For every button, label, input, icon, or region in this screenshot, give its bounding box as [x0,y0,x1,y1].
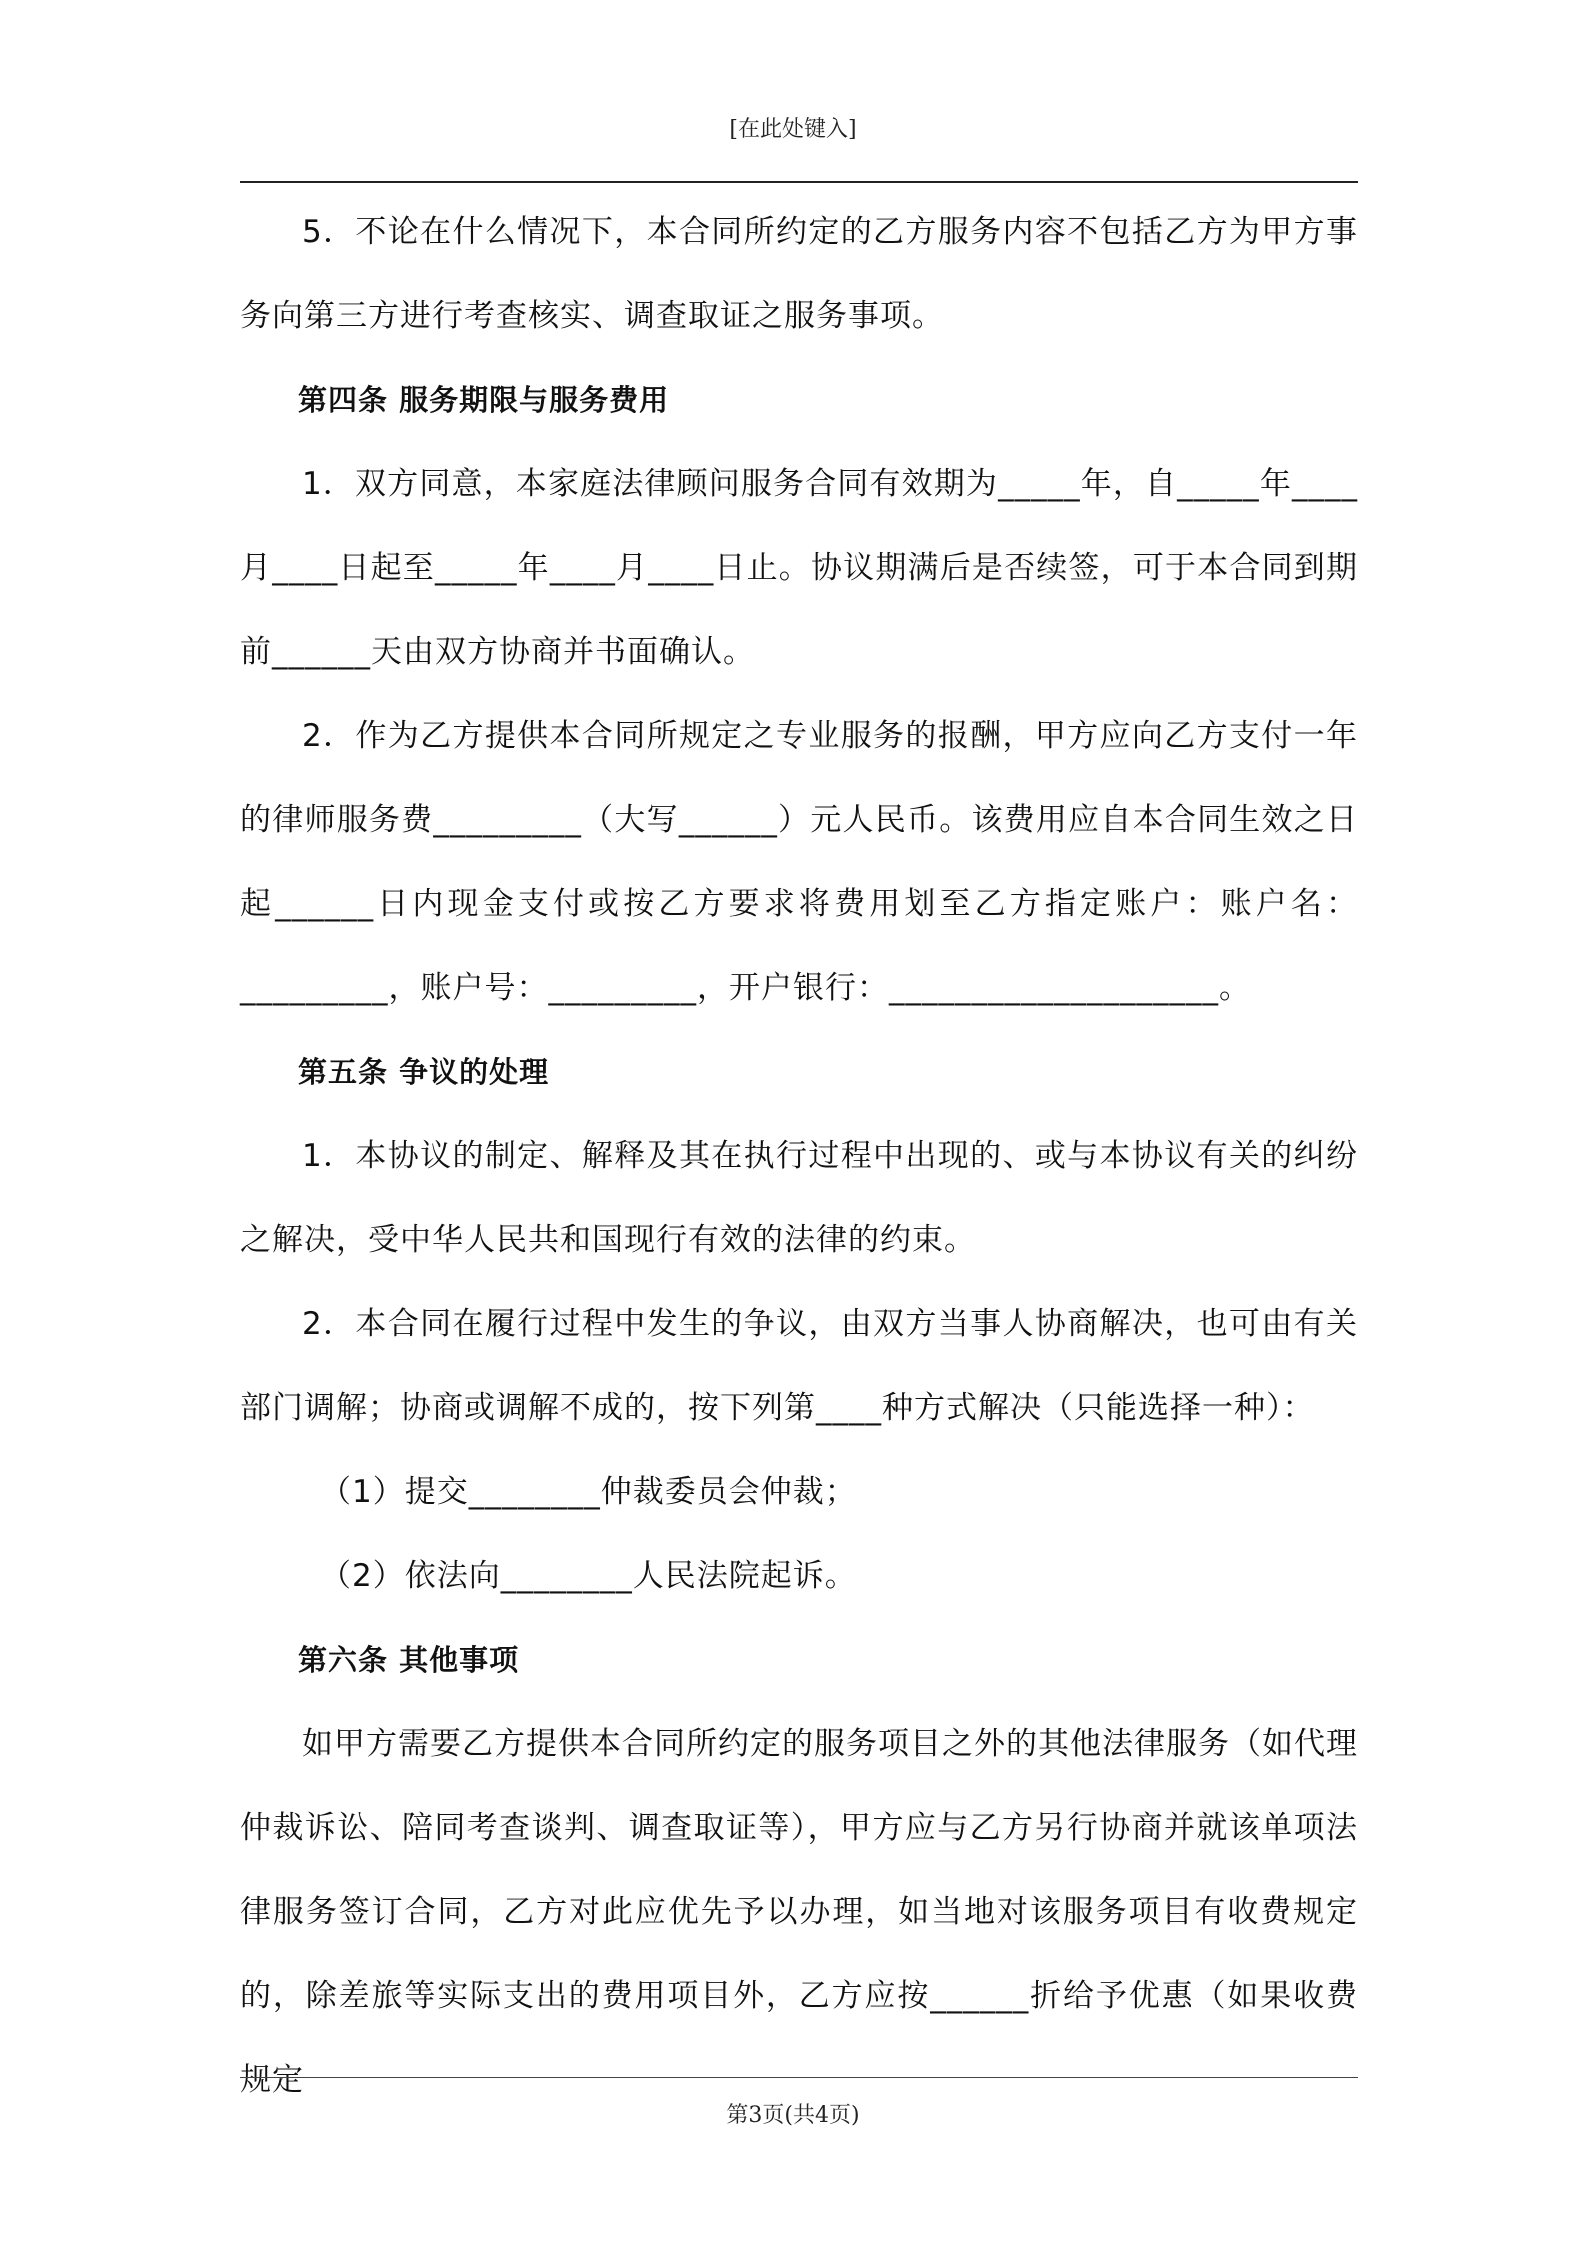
article-5-heading: 第五条 争议的处理 [298,1055,550,1089]
article-5-item-1: 1．本协议的制定、解释及其在执行过程中出现的、或与本协议有关的纠纷之解决，受中华人民共和国现行有效的法律的约束。 [240,1138,1358,1258]
footer-divider [240,2077,1358,2078]
page-header-text: [在此处键入] [729,117,857,142]
article-4-heading: 第四条 服务期限与服务费用 [298,383,670,417]
header-divider [240,181,1358,183]
article-5-option-2: （2）依法向________人民法院起诉。 [320,1558,857,1594]
article-6-heading: 第六条 其他事项 [298,1643,520,1677]
page-number: 第3页(共4页) [726,2103,860,2128]
article-4-item-2: 2．作为乙方提供本合同所规定之专业服务的报酬，甲方应向乙方支付一年的律师服务费_________（大写______）元人民币。该费用应自本合同生效之日起______日内现金支付或按乙方要求将费用划至乙方指定账户：账户名：_________，账户号：_________，开户银行：____________________。 [240,718,1358,1006]
article-5-option-1: （1）提交________仲裁委员会仲裁； [320,1474,857,1510]
document-body [240,190,1358,2122]
article-5-item-2: 2．本合同在履行过程中发生的争议，由双方当事人协商解决，也可由有关部门调解；协商或调解不成的，按下列第____种方式解决（只能选择一种）： [240,1306,1358,1426]
article-6-paragraph: 如甲方需要乙方提供本合同所约定的服务项目之外的其他法律服务（如代理仲裁诉讼、陪同考查谈判、调查取证等），甲方应与乙方另行协商并就该单项法律服务签订合同，乙方对此应优先予以办理，如当地对该服务项目有收费规定的，除差旅等实际支出的费用项目外，乙方应按______折给予优惠（如果收费规定 [240,1726,1358,2098]
clause-3-item-5: 5．不论在什么情况下，本合同所约定的乙方服务内容不包括乙方为甲方事务向第三方进行考查核实、调查取证之服务事项。 [240,214,1358,334]
article-4-item-1: 1．双方同意，本家庭法律顾问服务合同有效期为_____年，自_____年____月____日起至_____年____月____日止。协议期满后是否续签，可于本合同到期前______天由双方协商并书面确认。 [240,466,1358,670]
